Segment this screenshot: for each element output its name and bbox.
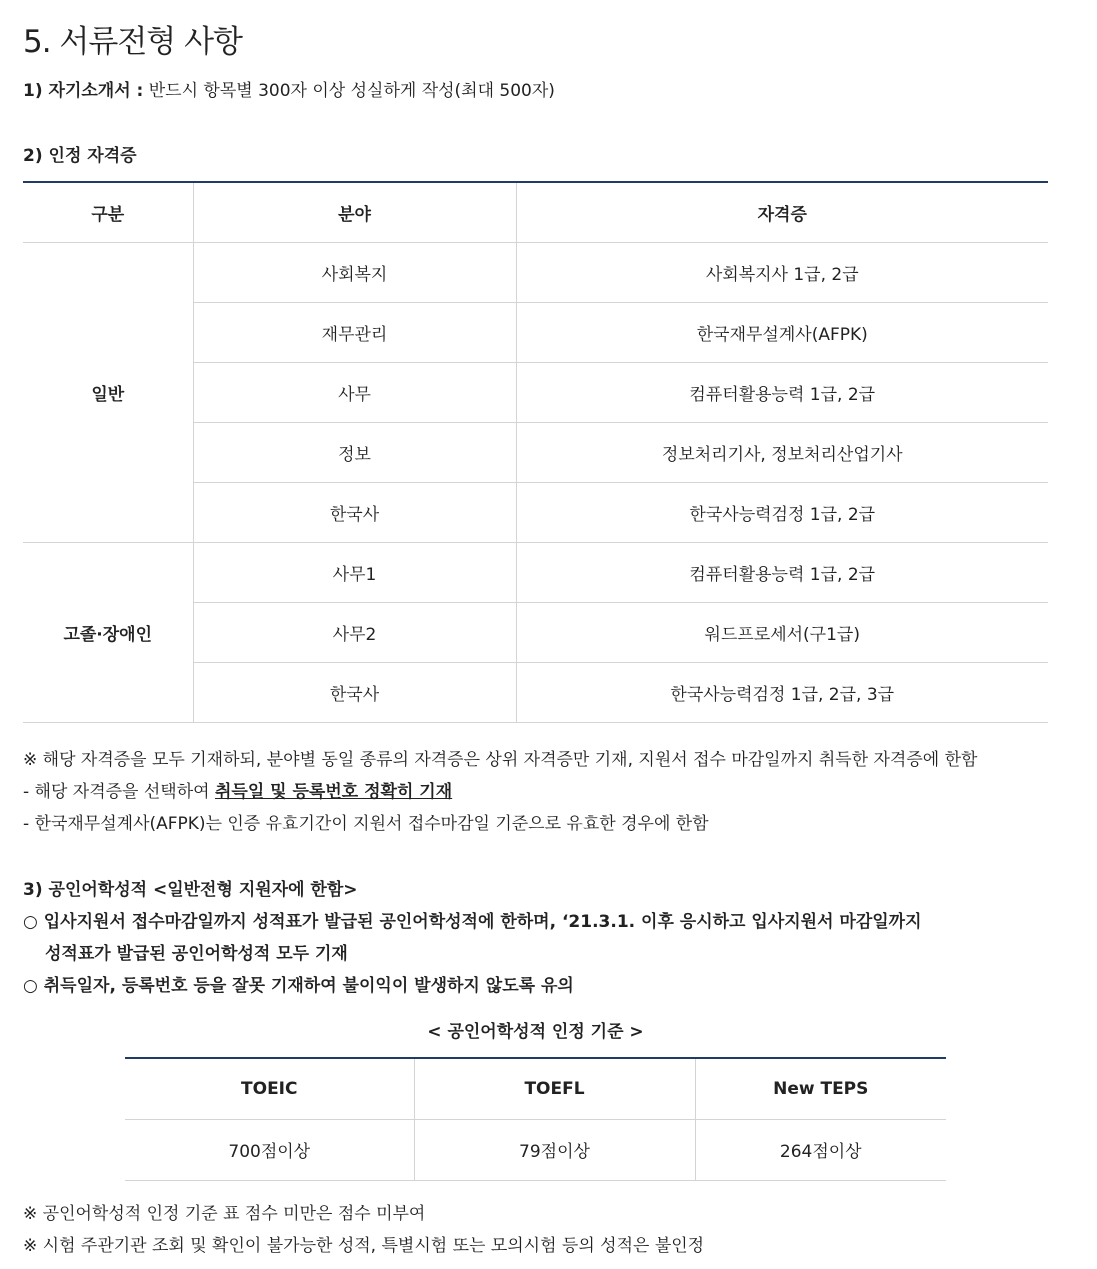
language-table-title: < 공인어학성적 인정 기준 > xyxy=(427,1022,644,1042)
header-new-teps: New TEPS xyxy=(695,1058,946,1119)
language-note-1: ※ 공인어학성적 인정 기준 표 점수 미만은 점수 미부여 xyxy=(23,1204,426,1224)
certificate-cell: 한국사능력검정 1급, 2급 xyxy=(516,482,1048,542)
certificate-header-row xyxy=(23,182,1048,242)
header-category: 구분 xyxy=(23,182,193,242)
certificate-cell: 컴퓨터활용능력 1급, 2급 xyxy=(516,542,1048,602)
certificate-note-2-text: - 해당 자격증을 선택하여 xyxy=(23,782,215,802)
toefl-score: 79점이상 xyxy=(414,1119,695,1180)
header-field: 분야 xyxy=(193,182,516,242)
language-bullet-1-cont: 성적표가 발급된 공인어학성적 모두 기재 xyxy=(45,944,348,964)
language-value-row xyxy=(125,1119,946,1180)
cover-letter-line xyxy=(23,76,555,101)
field-cell: 재무관리 xyxy=(193,302,516,362)
header-toefl: TOEFL xyxy=(414,1058,695,1119)
certificate-note-3: - 한국재무설계사(AFPK)는 인증 유효기간이 지원서 접수마감일 기준으로 유효한 경우에 한함 xyxy=(23,814,709,834)
group-highschool-disabled: 고졸·장애인 xyxy=(23,542,193,722)
cover-letter-text: 반드시 항목별 300자 이상 성실하게 작성(최대 500자) xyxy=(143,81,555,101)
table-row xyxy=(23,542,1048,602)
field-cell: 사무1 xyxy=(193,542,516,602)
certificate-cell: 한국재무설계사(AFPK) xyxy=(516,302,1048,362)
language-note-2: ※ 시험 주관기관 조회 및 확인이 불가능한 성적, 특별시험 또는 모의시험 등의 성적은 불인정 xyxy=(23,1236,705,1256)
certificate-section-title: 2) 인정 자격증 xyxy=(23,146,137,166)
certificate-note-2-emphasis: 취득일 및 등록번호 정확히 기재 xyxy=(214,782,453,802)
certificate-cell: 사회복지사 1급, 2급 xyxy=(516,242,1048,302)
cover-letter-label: 1) 자기소개서 : xyxy=(23,81,144,101)
field-cell: 사무 xyxy=(193,362,516,422)
language-score-table xyxy=(125,1057,946,1181)
header-toeic: TOEIC xyxy=(125,1058,414,1119)
certificate-cell: 컴퓨터활용능력 1급, 2급 xyxy=(516,362,1048,422)
toeic-score: 700점이상 xyxy=(125,1119,414,1180)
new-teps-score: 264점이상 xyxy=(695,1119,946,1180)
certificate-note-2 xyxy=(23,777,452,802)
field-cell: 사회복지 xyxy=(193,242,516,302)
language-header-row xyxy=(125,1058,946,1119)
certificate-table xyxy=(23,181,1048,723)
header-certificate: 자격증 xyxy=(516,182,1048,242)
page-title: 5. 서류전형 사항 xyxy=(23,24,242,60)
certificate-cell: 워드프로세서(구1급) xyxy=(516,602,1048,662)
certificate-cell: 정보처리기사, 정보처리산업기사 xyxy=(516,422,1048,482)
field-cell: 한국사 xyxy=(193,482,516,542)
group-general: 일반 xyxy=(23,242,193,542)
table-row xyxy=(23,242,1048,302)
field-cell: 정보 xyxy=(193,422,516,482)
language-section-title: 3) 공인어학성적 <일반전형 지원자에 한함> xyxy=(23,880,358,900)
certificate-note-1: ※ 해당 자격증을 모두 기재하되, 분야별 동일 종류의 자격증은 상위 자격증만 기재, 지원서 접수 마감일까지 취득한 자격증에 한함 xyxy=(23,750,978,770)
field-cell: 사무2 xyxy=(193,602,516,662)
language-bullet-2: ○ 취득일자, 등록번호 등을 잘못 기재하여 불이익이 발생하지 않도록 유의 xyxy=(23,976,574,996)
certificate-cell: 한국사능력검정 1급, 2급, 3급 xyxy=(516,662,1048,722)
language-bullet-1: ○ 입사지원서 접수마감일까지 성적표가 발급된 공인어학성적에 한하며, ‘21.3.1. 이후 응시하고 입사지원서 마감일까지 xyxy=(23,912,922,932)
field-cell: 한국사 xyxy=(193,662,516,722)
